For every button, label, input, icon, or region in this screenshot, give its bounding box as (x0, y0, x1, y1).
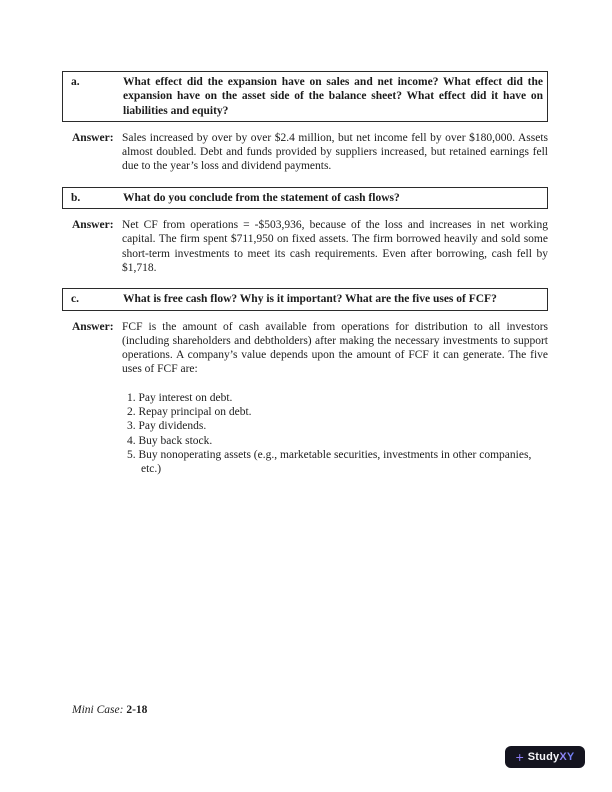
footer-case-label: Mini Case: (72, 704, 127, 716)
logo-wordmark (528, 752, 575, 763)
list-item: 2. Repay principal on debt. (127, 406, 252, 419)
answer-label: Answer: (72, 320, 114, 333)
studyxy-logo (505, 746, 585, 768)
question-label: c. (71, 293, 79, 306)
plus-icon: + (515, 748, 524, 765)
question-box-a (62, 71, 548, 122)
answer-text: Sales increased by over by over $2.4 million, but net income fell by over $180,000. Assets almost doubled. Debt and funds provided by suppliers increased, but retained earnings fell due to the year’s loss and dividend payments. (122, 131, 548, 173)
answer-label: Answer: (72, 219, 114, 232)
list-item: 5. Buy nonoperating assets (e.g., marketable securities, investments in other companies, etc.) (127, 448, 532, 476)
page-content (62, 71, 548, 490)
footer-page-number: 2-18 (126, 704, 148, 716)
question-text: What effect did the expansion have on sales and net income? What effect did the expansion have on the asset side of the balance sheet? What effect did it have on liabilities and equity? (123, 76, 543, 117)
answer-paragraph: FCF is the amount of cash available from operations for distribution to all investors (including shareholders and debtholders) after making the necessary investments to support operations. A company’s value depends upon the amount of FCF it can generate. The five uses of FCF are: (122, 320, 548, 376)
answer-block-a (62, 131, 548, 174)
question-text: What is free cash flow? Why is it important? What are the five uses of FCF? (123, 293, 497, 306)
logo-text-study: Study (527, 750, 560, 763)
answer-text (122, 320, 548, 477)
question-label: b. (71, 191, 81, 204)
answer-text: Net CF from operations = -$503,936, because of the loss and increases in net working capital. The firm spent $711,950 on fixed assets. The firm borrowed heavily and sold some short-term investments to meet its cash requirements. Even after borrowing, cash fell by $1,718. (122, 219, 548, 274)
fcf-uses-list (122, 391, 548, 477)
question-box-c (62, 288, 548, 310)
page-footer (72, 703, 147, 717)
list-item: 4. Buy back stock. (127, 434, 213, 447)
question-label: a. (71, 76, 80, 88)
list-item: 3. Pay dividends. (127, 420, 207, 433)
question-box-b (62, 187, 548, 209)
answer-block-c (62, 320, 548, 477)
answer-block-b (62, 218, 548, 275)
answer-label: Answer: (72, 131, 114, 144)
list-item: 1. Pay interest on debt. (127, 391, 233, 404)
logo-text-xy: XY (559, 750, 575, 763)
question-text: What do you conclude from the statement of cash flows? (123, 191, 400, 204)
